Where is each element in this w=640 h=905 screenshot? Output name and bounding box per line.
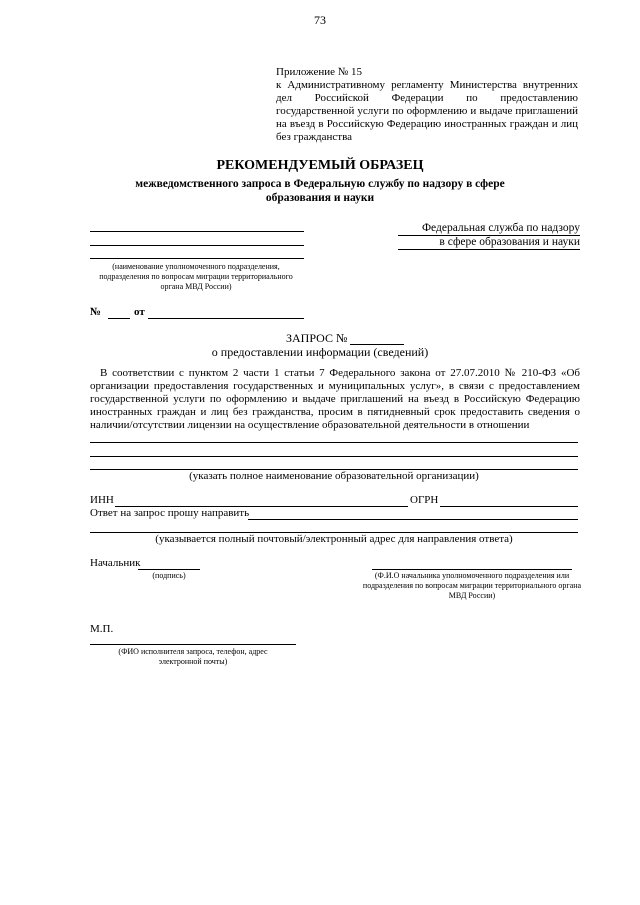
request-title: ЗАПРОС № [286,331,348,345]
chief-label: Начальник [90,557,141,569]
number-label: № [90,306,102,318]
addressee-line2: в сфере образования и науки [439,236,580,248]
heading-subtitle-line1: межведомственного запроса в Федеральную службу по надзору в сфере [135,178,505,190]
request-subtitle: о предоставлении информации (сведений) [211,345,429,359]
page-number: 73 [314,13,326,27]
number-field[interactable] [108,318,130,319]
addressee-line1: Федеральная служба по надзору [421,222,580,234]
stamp-label: М.П. [90,623,114,635]
ogrn-label: ОГРН [410,494,439,506]
heading-subtitle-line2: образования и науки [265,192,375,204]
org-line-2[interactable] [90,456,578,457]
request-body: В соответствии с пунктом 2 части 1 статьи 7 Федерального закона от 27.07.2010 № 210-ФЗ «Об организации предоставления государственных и муниципальных услуг», в связи с предоставлением государственной услуги по оформлению и выдаче приглашений на въезд в Российскую Федерацию иностранных граждан и лиц без гражданства, просим в пятидневный срок предоставить сведения о наличии/отсутствии лицензии на осуществление образовательной деятельности в отношении [90,367,580,431]
sender-line-2 [90,245,304,246]
inn-label: ИНН [90,494,114,506]
chief-name-caption: (Ф.И.О начальника уполномоченного подразделения или подразделения по вопросам миграции территориального органа МВД России) [362,571,582,600]
sender-caption: (наименование уполномоченного подразделения, подразделения по вопросам миграции территориального органа МВД России) [99,262,293,291]
sender-line-3 [90,258,304,259]
reply-field-1[interactable] [248,519,578,520]
chief-name-field[interactable] [372,569,572,570]
sender-line-1 [90,231,304,232]
executor-field[interactable] [90,644,296,645]
addressee-underline-2 [398,249,580,250]
appendix-text: к Административному регламенту Министерства внутренних дел Российской Федерации по предоставлению государственной услуги по оформлению и выдаче приглашений на въезд в Российскую Федерацию иностранных граждан и лиц без гражданства [276,79,578,143]
appendix-title: Приложение № 15 [276,66,363,78]
ogrn-field[interactable] [440,506,578,507]
signature-caption: (подпись) [152,571,186,580]
heading-title: РЕКОМЕНДУЕМЫЙ ОБРАЗЕЦ [216,158,424,173]
date-field[interactable] [148,318,304,319]
address-caption: (указывается полный почтовый/электронный адрес для направления ответа) [155,533,513,545]
org-caption: (указать полное наименование образовательной организации) [189,470,479,482]
signature-field[interactable] [138,569,200,570]
reply-label: Ответ на запрос прошу направить [90,507,250,519]
org-line-1[interactable] [90,442,578,443]
from-label: от [134,306,145,318]
executor-caption: (ФИО исполнителя запроса, телефон, адрес электронной почты) [118,647,268,666]
